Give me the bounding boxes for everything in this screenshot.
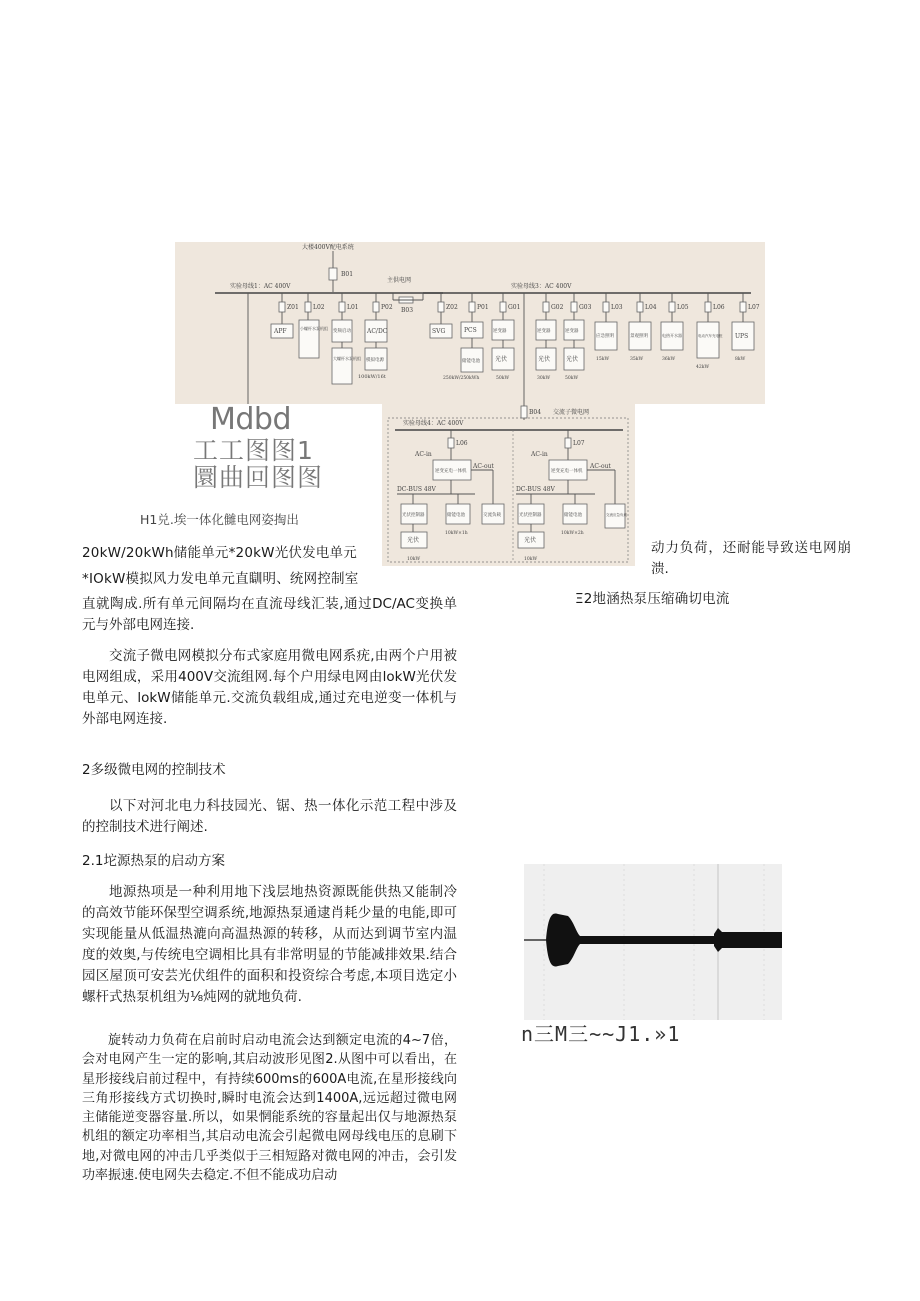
feeder-p02 [358, 293, 393, 380]
svg-text:G02: G02 [551, 304, 564, 311]
svg-text:小螺杆水泵机组: 小螺杆水泵机组 [300, 326, 328, 331]
paragraph-1 [82, 594, 457, 636]
svg-text:逆变器: 逆变器 [493, 329, 507, 334]
waveform-switch-spike [714, 928, 782, 952]
svg-text:50kW: 50kW [496, 376, 510, 381]
paragraph-4 [82, 882, 457, 1008]
svg-text:P02: P02 [381, 304, 393, 311]
label-b03: B03 [401, 307, 414, 314]
figure-1-caption: H1兑.埃一体化雠电网姿掏出 [140, 512, 299, 527]
svg-text:36kW: 36kW [662, 357, 676, 362]
svg-text:光伏: 光伏 [538, 356, 551, 363]
feeder-l07 [732, 293, 760, 362]
svg-text:PCS: PCS [464, 327, 477, 334]
svg-text:L02: L02 [313, 304, 325, 311]
paragraph-2 [82, 646, 457, 730]
svg-text:35kW: 35kW [630, 357, 644, 362]
svg-text:30kW: 30kW [537, 376, 551, 381]
svg-text:光伏: 光伏 [566, 356, 579, 363]
right-paragraph-1 [651, 538, 851, 580]
feeder-l06 [696, 293, 725, 370]
paragraph-5 [82, 1031, 457, 1185]
svg-text:Z01: Z01 [287, 304, 299, 311]
figure-overlay-line2: 工工图图1 [193, 436, 314, 465]
svg-text:15kW: 15kW [596, 357, 610, 362]
section-heading-2-1: 2.1坨源热泵的启动方案 [82, 853, 225, 869]
svg-text:DC-BUS 48V: DC-BUS 48V [516, 486, 555, 493]
svg-text:100kW/16t: 100kW/16t [358, 374, 386, 380]
feeder-z02 [430, 293, 458, 338]
label-bus3: 实验母线3：AC 400V [511, 283, 572, 290]
svg-text:10kW×2h: 10kW×2h [561, 531, 584, 536]
svg-text:光伏: 光伏 [407, 537, 420, 544]
svg-text:10kW: 10kW [524, 557, 538, 562]
figure-overlay-text: Mdbd [210, 402, 292, 437]
left-line-1: 20kW/20kWh储能单元*20kW光伏发电单元 [82, 545, 357, 561]
svg-text:逆变器: 逆变器 [537, 329, 551, 334]
feeder-g01 [492, 293, 520, 381]
feeder-z01 [271, 293, 299, 338]
svg-text:逆变充电一体机: 逆变充电一体机 [551, 469, 583, 474]
feeder-l03 [595, 293, 623, 362]
figure-2-waveform [524, 864, 782, 1020]
svg-text:APF: APF [274, 328, 287, 335]
waveform-envelope [546, 914, 714, 967]
paragraph-3-text: 以下对河北电力科技园光、锯、热一体化示范工程中涉及的控制技术进行阐述. [82, 798, 457, 835]
label-b01: B01 [341, 271, 354, 278]
svg-text:SVG: SVG [432, 328, 446, 335]
svg-text:8kW: 8kW [735, 357, 746, 362]
feeder-l02 [299, 293, 328, 358]
svg-text:交流负载: 交流负载 [483, 513, 501, 518]
svg-text:光伏: 光伏 [495, 356, 508, 363]
svg-text:光伏: 光伏 [524, 537, 537, 544]
svg-text:50kW: 50kW [565, 376, 579, 381]
svg-text:G01: G01 [508, 304, 521, 311]
svg-text:10kW: 10kW [407, 557, 421, 562]
label-ac-sub: 交流子微电网 [553, 409, 590, 416]
svg-text:电动汽车充电桩: 电动汽车充电桩 [698, 334, 723, 338]
svg-text:G03: G03 [579, 304, 592, 311]
svg-text:L06: L06 [713, 304, 725, 311]
svg-text:L01: L01 [347, 304, 359, 311]
feeder-l04 [629, 293, 657, 362]
svg-text:模拟电源: 模拟电源 [366, 358, 384, 363]
svg-text:250kW/250kWh: 250kW/250kWh [443, 376, 480, 381]
feeder-g02 [536, 293, 564, 381]
label-bus1: 实验母线1：AC 400V [230, 283, 291, 290]
waveform-svg [524, 864, 782, 1020]
paragraph-2-text: 交流子微电网模拟分布式家庭用微电网系疣,由两个户用被电网组成，采用400V交流组网.每个户用绿电网由lokW光伏发电单元、lokW储能单元.交流负载组成,通过充电逆变一体机与外部电网连接. [82, 648, 457, 727]
svg-text:10kW×1h: 10kW×1h [445, 531, 468, 536]
svg-text:储能电池: 储能电池 [462, 359, 480, 364]
svg-text:逆变充电一体机: 逆变充电一体机 [435, 469, 467, 474]
svg-text:AC/DC: AC/DC [367, 328, 388, 335]
svg-text:42kW: 42kW [696, 365, 710, 370]
svg-text:AC-out: AC-out [590, 463, 611, 470]
svg-text:AC-in: AC-in [415, 451, 432, 458]
label-grid: 主供电网 [387, 277, 412, 284]
paragraph-1-text: 直就陶成.所有单元间隔均在直流母线汇装,通过DC/AC变换单元与外部电网连接. [82, 596, 457, 633]
svg-text:大螺杆水泵机组: 大螺杆水泵机组 [333, 356, 361, 361]
paragraph-5-text: 旋转动力负荷在启前时启动电流会达到额定电流的4~7倍，会对电网产生一定的影响,其启动波形见图2.从图中可以看出，在星形接线启前过程中，有持续600ms的600A电流,在星形接线向三角形接线方式切换时,瞬时电流会达到1400A,远远超过微电网主储能逆变器容量.所以，如果惘能系统的容量起出仅与地源热泵机组的额定功率相当,其启动电流会引起微电网母线电压的息刷下地,对微电网的冲击几乎类似于三相短路对微电网的冲击，会引发功率振速.使电网失去稳定.不但不能成功启动 [82, 1033, 457, 1184]
feeder-l05 [661, 293, 689, 362]
svg-text:景观照明: 景观照明 [630, 334, 648, 339]
figure-overlay-line3: 圜曲回图图 [193, 463, 324, 492]
svg-text:储能电池: 储能电池 [447, 513, 465, 518]
svg-text:L04: L04 [645, 304, 657, 311]
svg-text:应急照明: 应急照明 [596, 334, 614, 339]
section-heading-2: 2多级微电网的控制技术 [82, 762, 226, 778]
svg-text:L07: L07 [748, 304, 760, 311]
svg-text:电热开水器: 电热开水器 [662, 333, 682, 338]
svg-text:DC-BUS 48V: DC-BUS 48V [397, 486, 436, 493]
svg-text:光伏控制器: 光伏控制器 [519, 513, 542, 518]
svg-text:变频启动: 变频启动 [333, 329, 351, 334]
svg-text:储能电池: 储能电池 [564, 513, 582, 518]
left-line-2: *IOkW模拟风力发电单元直瞓明、统网控制室 [82, 571, 359, 587]
svg-text:交流应急负载: 交流应急负载 [606, 513, 627, 517]
paragraph-4-text: 地源热项是一种利用地下浅层地热资源既能供热又能制冷的高效节能环保型空调系统,地源热泵通逮肖耗少量的电能,即可实现能量从低温热漉向高温热源的转移，从而达到调节室内温度的效奥,与传统电空调相比具有非常明显的节能减排效果.结合园区屋顶可安芸光伏组件的面积和投资综合考虑,本项目选定小螺杆式热泵机组为⅛炖网的就地负荷. [82, 884, 457, 1005]
label-b04: B04 [529, 409, 542, 416]
figure-2-title: Ξ2地涵热泵压缩确切电流 [575, 591, 730, 607]
paragraph-3 [82, 796, 457, 838]
right-paragraph-1-text: 动力负荷，还耐能导致送电网崩溃. [651, 540, 851, 577]
svg-text:L07: L07 [573, 440, 585, 447]
svg-text:Z02: Z02 [446, 304, 458, 311]
svg-text:L06: L06 [456, 440, 468, 447]
svg-text:逆变器: 逆变器 [565, 329, 579, 334]
svg-text:P01: P01 [477, 304, 489, 311]
svg-text:AC-out: AC-out [473, 463, 494, 470]
feeder-l01 [332, 293, 361, 384]
svg-text:L05: L05 [677, 304, 689, 311]
label-top-source: 大楼400V配电系统 [302, 244, 354, 251]
figure-2-caption: n三M三~~J1.»1 [521, 1022, 681, 1046]
svg-text:AC-in: AC-in [531, 451, 548, 458]
svg-text:UPS: UPS [735, 333, 749, 340]
label-bus4: 实验母线4：AC 400V [403, 420, 464, 427]
feeder-g03 [564, 293, 592, 381]
svg-text:光伏控制器: 光伏控制器 [402, 513, 425, 518]
svg-text:L03: L03 [611, 304, 623, 311]
